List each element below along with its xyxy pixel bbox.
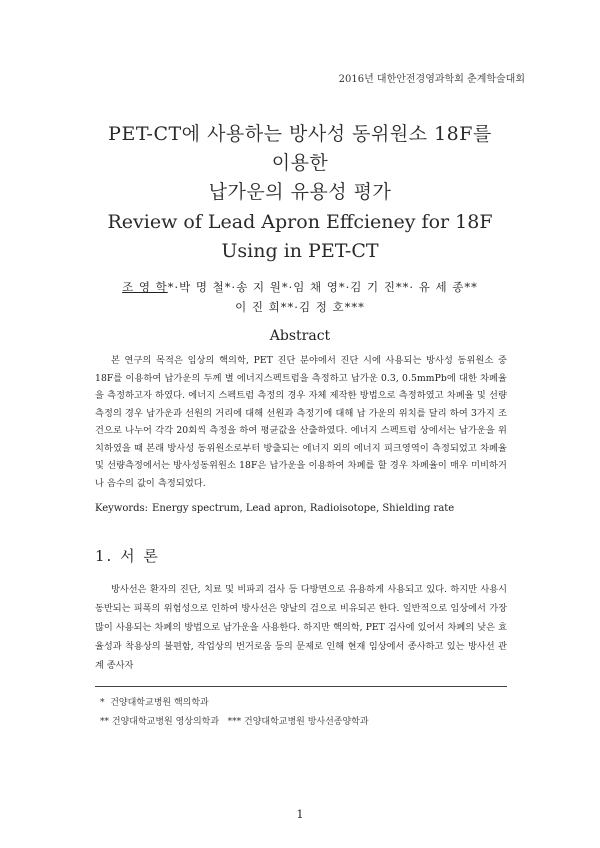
footnote-divider [95, 686, 507, 687]
title-korean-line-3: 납가운의 유용성 평가 [208, 181, 392, 203]
abstract-heading: Abstract [269, 328, 331, 344]
keywords [95, 501, 515, 517]
title-korean-line-1: PET-CT에 사용하는 방사성 동위원소 18F를 [108, 123, 492, 145]
title-korean-line-2: 이용한 [271, 152, 329, 174]
abstract-paragraph: 본 연구의 목적은 임상의 핵의학, PET 진단 분야에서 진단 시에 사용되는 방사성 동위원소 중 18F를 이용하여 납가운의 두께 별 에너지스펙트럼을 측정하고 납가운 0.3, 0.5mmPb에 대한 차폐율을 측정하고자 하였다. 에너지 스펙트럼 측정의 경우 자체 제작한 방법으로 측정하였고 차폐율 및 선량 측정의 경우 납가운과 선원의 거리에 대해 선원과 측정기에 대해 납 가운의 위치를 달리 하여 3가지 조건으로 나누어 각각 20회씩 측정을 하여 평균값을 산출하였다. 에너지 스펙트럼 상에서는 납가운을 위치하였을 때 본래 방사성 동위원소로부터 방출되는 에너지 외의 에너지 피크영역이 측정되었고 차폐율 및 선량측정에서는 방사성동위원소 18F은 납가운을 이용하여 차폐를 할 경우 차폐율이 매우 미비하거나 음수의 값이 측정되었다. [95, 355, 507, 489]
footnote-2: ** 건양대학교병원 영상의학과 *** 건양대학교병원 방사선종양학과 [100, 717, 369, 727]
footnotes [100, 694, 369, 732]
keywords-label: Keywords: [95, 503, 149, 514]
section-heading-introduction: 1. 서 론 [95, 547, 160, 565]
keywords-value: Energy spectrum, Lead apron, Radioisotope, Shielding rate [152, 503, 455, 514]
running-head: 2016년 대한안전경영과학회 춘계학술대회 [338, 74, 525, 85]
author-line-1 [60, 277, 540, 297]
introduction-paragraph: 방사선은 환자의 진단, 치료 및 비파괴 검사 등 다방면으로 유용하게 사용되고 있다. 하지만 사용시 동반되는 피폭의 위험성으로 인하여 방사선은 양날의 검으로 비유되곤 한다. 일반적으로 임상에서 가장 많이 사용되는 차폐의 방법으로 납가운을 사용한다. 하지만 핵의학, PET 검사에 있어서 차폐의 낮은 효율성과 착용상의 불편함, 작업상의 번거로움 등의 문제로 인해 현재 임상에서 종사하고 있는 방사선 관계 종사자 [95, 584, 507, 671]
page-number: 1 [296, 808, 304, 821]
author-line-2: 이 진 희**·김 정 호*** [235, 300, 365, 314]
footnote-1: * 건양대학교병원 핵의학과 [100, 698, 209, 708]
title-english-line-2: Using in PET-CT [221, 240, 379, 262]
title-english-line-1: Review of Lead Apron Effcieney for 18F [107, 211, 493, 233]
title-block [60, 120, 540, 265]
author-list [60, 277, 540, 317]
co-authors: *·박 명 철*·송 지 원*·임 채 영*·김 기 진**· 유 세 종** [167, 280, 478, 294]
abstract-body [95, 352, 507, 492]
introduction-body [95, 580, 507, 675]
first-author: 조 영 학 [122, 280, 168, 294]
